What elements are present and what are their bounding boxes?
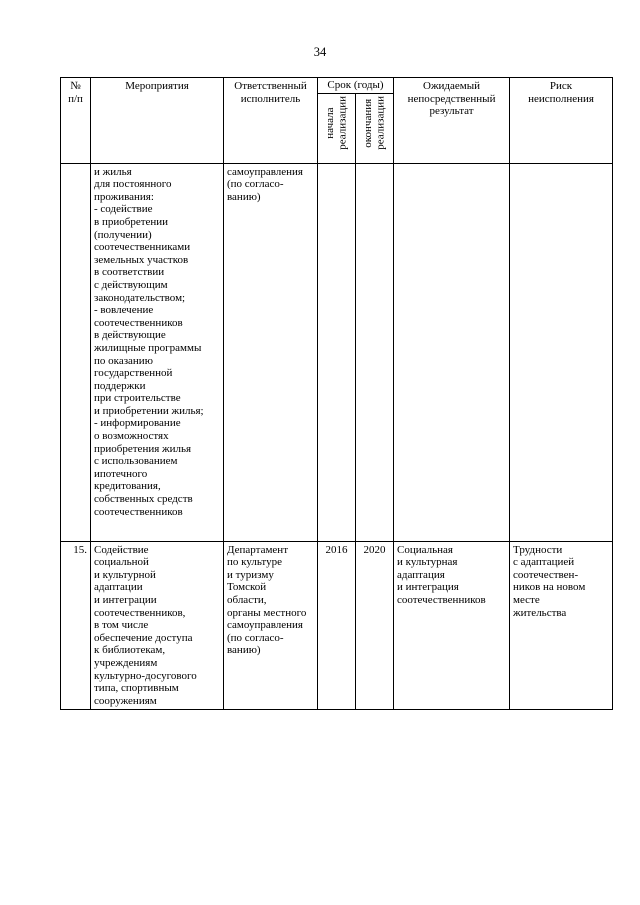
header-term: Срок (годы) [318,78,394,94]
row-result: Социальная и культурная адаптация и интеграция соотечественников [394,541,510,710]
row-risk: Трудности с адаптацией соотечествен- ников на новом месте жительства [510,541,613,710]
header-responsible: Ответственный исполнитель [224,78,318,164]
header-event: Мероприятия [91,78,224,164]
table-row [61,163,613,541]
page-number: 34 [313,45,327,59]
header-risk: Риск неисполнения [510,78,613,164]
row-responsible: самоуправления (по согласо- ванию) [224,163,318,541]
row-responsible: Департамент по культуре и туризму Томской области, органы местного самоуправления (по согласо- ванию) [224,541,318,710]
row-end [356,163,394,541]
row-num [61,163,91,541]
header-start: начала реализации [323,95,349,150]
row-start [318,163,356,541]
row-event: Содействие социальной и культурной адаптации и интеграции соотечественников, в том числе обеспечение доступа к библиотекам, учреждениям культурно-досугового типа, спортивным сооружениям [91,541,224,710]
events-table [60,77,613,710]
row-num: 15. [61,541,91,710]
table-row [61,541,613,710]
row-result [394,163,510,541]
header-result: Ожидаемый непосредственный результат [394,78,510,164]
header-num: № п/п [61,78,91,164]
row-risk [510,163,613,541]
header-end: окончания реализации [361,95,387,150]
row-event: и жилья для постоянного проживания: - содействие в приобретении (получении) соотечественниками земельных участков в соответствии с действующим законодательством; - вовлечение соотечественников в действующие жилищные программы по оказанию государственной поддержки при строительстве и приобретении жилья; - информирование о возможностях приобретения жилья с использованием ипотечного кредитования, собственных средств соотечественников [91,163,224,541]
row-end: 2020 [356,541,394,710]
row-start: 2016 [318,541,356,710]
